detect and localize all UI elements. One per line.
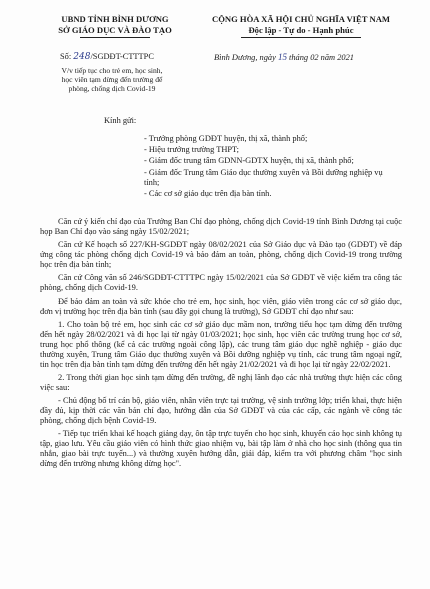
salutation: Kính gửi: [104, 116, 137, 125]
body-paragraph: - Chủ động bố trí cán bộ, giáo viên, nhân viên trực tại trường, vệ sinh trường lớp; triển khai, thực hiện đầy đủ, kịp thời các văn bản chỉ đạo, hướng dẫn của Sở GDĐT và của các cấp, các ngành về công tác phòng, chống dịch bệnh Covid-19. [40, 396, 402, 426]
body-paragraph: - Tiếp tục triển khai kế hoạch giảng dạy, ôn tập trực tuyến cho học sinh, khuyến cáo học sinh không tụ tập, giao lưu. Yêu cầu giáo viên có hình thức giao nhiệm vụ, bài tập làm ở nhà cho học sinh (thông qua tin nhắn, giao bài trực tuyến...) và thường xuyên hướng dẫn, giải đáp, kiểm tra với phương châm "học sinh dừng đến trường nhưng không dừng học". [40, 429, 402, 469]
subject-line: phòng, chống dịch Covid-19 [68, 84, 156, 93]
document-number [60, 52, 154, 62]
date-prefix: Bình Dương, ngày [214, 53, 276, 62]
body-paragraph: 2. Trong thời gian học sinh tạm dừng đến trường, đề nghị lãnh đạo các nhà trường thực hiện các công việc sau: [40, 372, 402, 392]
body-paragraph: 1. Cho toàn bộ trẻ em, học sinh các cơ sở giáo dục mầm non, trường tiểu học tạm dừng đến trường đến hết ngày 28/02/2021 và đi học lại từ ngày 01/03/2021; học sinh, học viên các trường trung học cơ sở, trung học phổ thông (kể cả các trường ngoài công lập), các trung tâm giáo dục nghề nghiệp - giáo dục thường xuyên, Trung tâm Giáo dục thường xuyên và Bồi dưỡng nghiệp vụ tỉnh, các trung tâm ngoại ngữ, tin học trên địa bàn tỉnh tạm dừng đến trường đến hết ngày 21/02/2021 và đi học lại từ ngày 22/02/2021. [40, 319, 402, 369]
recipient-list [144, 134, 384, 200]
subject-line: V/v tiếp tục cho trẻ em, học sinh, [61, 66, 163, 75]
body-paragraph: Để bảo đảm an toàn và sức khỏe cho trẻ em, học sinh, học viên, giáo viên trong các cơ sở giáo dục, đơn vị trường học trên địa bàn tỉnh (sau đây gọi chung là trường), Sở GDĐT chỉ đạo như sau: [40, 296, 402, 316]
nation-name: CỘNG HÒA XÃ HỘI CHỦ NGHĨA VIỆT NAM [211, 14, 391, 24]
body-paragraph: Căn cứ Kế hoạch số 227/KH-SGDĐT ngày 08/02/2021 của Sở Giáo dục và Đào tạo (GDĐT) về đáp ứng công tác phòng chống dịch Covid-19 và bảo đảm an toàn, phòng, chống dịch Covid-19 trong trường học trên địa bàn tỉnh; [40, 240, 402, 270]
doc-number-prefix: Số: [60, 52, 72, 61]
recipient-item: - Giám đốc trung tâm GDNN-GDTX huyện, thị xã, thành phố; [144, 156, 354, 166]
issuing-authority-header [40, 14, 190, 38]
motto-underline [241, 37, 361, 38]
province-committee-name: UBND TỈNH BÌNH DƯƠNG [61, 14, 169, 24]
national-motto: Độc lập - Tự do - Hạnh phúc [248, 24, 354, 35]
body-paragraph: Căn cứ ý kiến chỉ đạo của Trưởng Ban Chỉ đạo phòng, chống dịch Covid-19 tỉnh Bình Dương tại cuộc họp Ban Chỉ đạo vào sáng ngày 15/02/2021; [40, 217, 402, 236]
recipient-item: - Trưởng phòng GDĐT huyện, thị xã, thành phố; [144, 134, 308, 143]
recipient-item: - Hiệu trưởng trường THPT; [144, 145, 240, 155]
doc-number-handwritten: 248 [73, 52, 91, 62]
doc-number-suffix: /SGDĐT-CTTTPC [90, 52, 154, 61]
national-motto-header [196, 14, 406, 38]
document-body [40, 217, 402, 473]
document-subject [44, 66, 180, 93]
department-name: SỞ GIÁO DỤC VÀ ĐÀO TẠO [58, 24, 172, 35]
recipient-item: - Giám đốc Trung tâm Giáo dục thường xuyên và Bồi dưỡng nghiệp vụ tỉnh; [144, 167, 383, 187]
date-day-handwritten: 15 [277, 52, 287, 62]
recipient-item: - Các cơ sở giáo dục trên địa bàn tỉnh. [144, 188, 272, 198]
date-suffix: tháng 02 năm 2021 [289, 53, 354, 62]
body-paragraph: Căn cứ Công văn số 246/SGDĐT-CTTTPC ngày 15/02/2021 của Sở GDĐT về việc kiểm tra công tác phòng, chống dịch Covid-19. [40, 273, 402, 293]
header-underline [80, 37, 150, 38]
subject-line: học viên tạm dừng đến trường để [61, 75, 163, 84]
document-date [214, 52, 354, 62]
